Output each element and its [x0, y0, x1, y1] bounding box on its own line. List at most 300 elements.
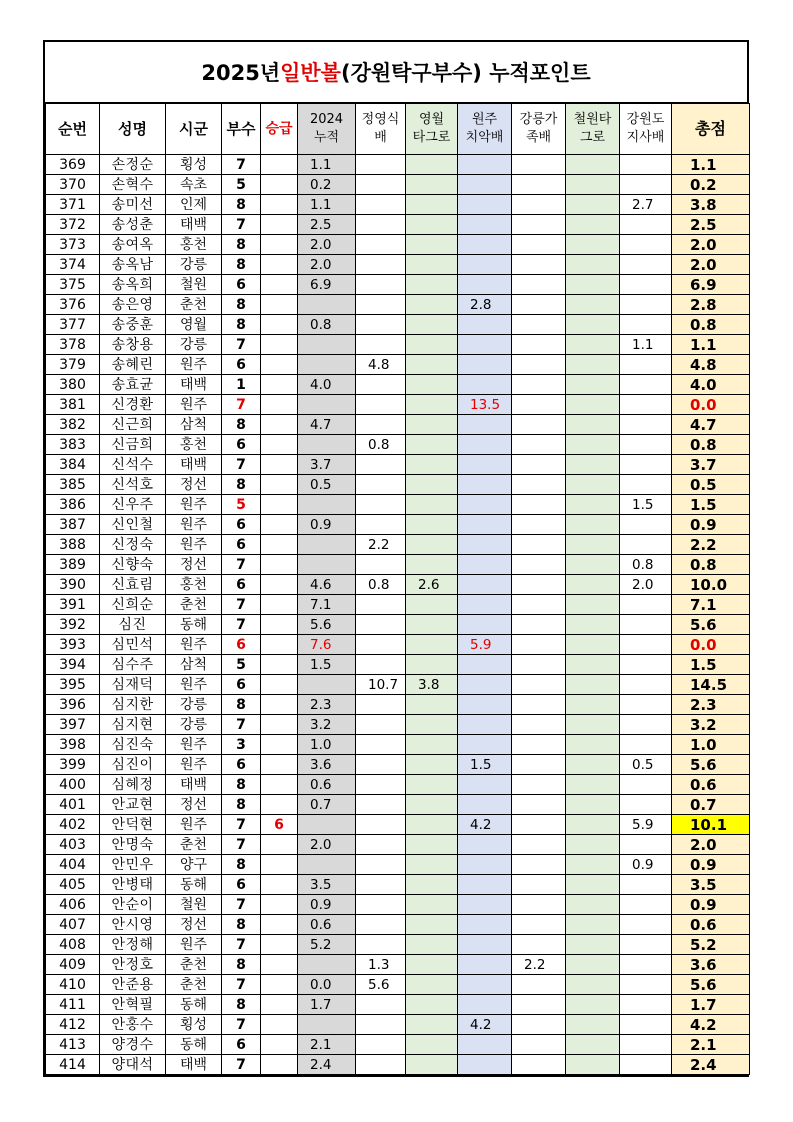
cell-no: 386: [46, 495, 100, 515]
table-row: [46, 415, 750, 435]
cell-y2024: 2.0: [298, 835, 356, 855]
cell-no: 374: [46, 255, 100, 275]
cell-promo: [261, 675, 298, 695]
cell-grade: 8: [222, 955, 261, 975]
cell-city: 홍천: [166, 435, 222, 455]
table-row: [46, 575, 750, 595]
cell-yw: [406, 215, 458, 235]
cell-total: 2.0: [672, 255, 750, 275]
cell-y2024: 1.1: [298, 195, 356, 215]
cell-grade: 6: [222, 755, 261, 775]
cell-no: 388: [46, 535, 100, 555]
cell-promo: [261, 315, 298, 335]
cell-no: 409: [46, 955, 100, 975]
table-row: [46, 375, 750, 395]
cell-city: 원주: [166, 535, 222, 555]
cell-no: 377: [46, 315, 100, 335]
cell-cw: [566, 635, 620, 655]
cell-yw: 2.6: [406, 575, 458, 595]
cell-y2024: 2.3: [298, 695, 356, 715]
cell-wj: [458, 655, 512, 675]
cell-cw: [566, 755, 620, 775]
cell-grade: 8: [222, 315, 261, 335]
cell-total: 2.3: [672, 695, 750, 715]
cell-grade: 8: [222, 475, 261, 495]
table-row: [46, 315, 750, 335]
cell-cw: [566, 655, 620, 675]
header-total: 총점: [672, 104, 750, 155]
cell-city: 삼척: [166, 655, 222, 675]
cell-name: 심진숙: [100, 735, 166, 755]
cell-yw: [406, 415, 458, 435]
cell-promo: [261, 1035, 298, 1055]
cell-gn: [512, 195, 566, 215]
cell-yw: [406, 355, 458, 375]
cell-jy: [356, 935, 406, 955]
cell-y2024: 0.6: [298, 915, 356, 935]
cell-no: 375: [46, 275, 100, 295]
cell-y2024: 3.5: [298, 875, 356, 895]
cell-wj: [458, 255, 512, 275]
table-row: [46, 515, 750, 535]
cell-cw: [566, 1035, 620, 1055]
cell-gn: [512, 695, 566, 715]
header-cw: 철원타 그로: [566, 104, 620, 155]
cell-grade: 7: [222, 835, 261, 855]
cell-gw: [620, 435, 672, 455]
cell-total: 10.0: [672, 575, 750, 595]
cell-wj: [458, 415, 512, 435]
cell-wj: [458, 715, 512, 735]
cell-yw: [406, 1055, 458, 1075]
cell-promo: [261, 715, 298, 735]
cell-no: 405: [46, 875, 100, 895]
cell-jy: 4.8: [356, 355, 406, 375]
cell-yw: [406, 615, 458, 635]
cell-city: 홍천: [166, 235, 222, 255]
cell-cw: [566, 1015, 620, 1035]
cell-promo: [261, 215, 298, 235]
table-row: [46, 355, 750, 375]
cell-gn: [512, 395, 566, 415]
cell-city: 원주: [166, 675, 222, 695]
cell-grade: 8: [222, 415, 261, 435]
cell-y2024: 4.7: [298, 415, 356, 435]
page-title: [45, 42, 747, 103]
cell-no: 408: [46, 935, 100, 955]
cell-wj: [458, 555, 512, 575]
cell-city: 동해: [166, 615, 222, 635]
cell-jy: 0.8: [356, 435, 406, 455]
cell-no: 383: [46, 435, 100, 455]
cell-cw: [566, 855, 620, 875]
cell-cw: [566, 735, 620, 755]
cell-grade: 7: [222, 1055, 261, 1075]
cell-y2024: 1.1: [298, 155, 356, 175]
cell-jy: 10.7: [356, 675, 406, 695]
cell-jy: 2.2: [356, 535, 406, 555]
table-row: [46, 755, 750, 775]
cell-gn: [512, 555, 566, 575]
cell-grade: 5: [222, 495, 261, 515]
cell-jy: [356, 835, 406, 855]
cell-gn: [512, 355, 566, 375]
cell-grade: 8: [222, 255, 261, 275]
cell-gn: [512, 1055, 566, 1075]
cell-gw: [620, 455, 672, 475]
cell-name: 심진이: [100, 755, 166, 775]
cell-y2024: [298, 955, 356, 975]
cell-cw: [566, 455, 620, 475]
cell-gw: [620, 775, 672, 795]
cell-name: 신근희: [100, 415, 166, 435]
cell-total: 7.1: [672, 595, 750, 615]
cell-city: 태백: [166, 455, 222, 475]
cell-cw: [566, 815, 620, 835]
cell-yw: [406, 755, 458, 775]
cell-grade: 8: [222, 775, 261, 795]
cell-gn: [512, 855, 566, 875]
cell-gn: [512, 595, 566, 615]
cell-name: 송여옥: [100, 235, 166, 255]
cell-gn: [512, 375, 566, 395]
cell-name: 송옥희: [100, 275, 166, 295]
cell-promo: [261, 355, 298, 375]
cell-gw: [620, 215, 672, 235]
cell-no: 400: [46, 775, 100, 795]
cell-name: 송중훈: [100, 315, 166, 335]
cell-jy: [356, 1015, 406, 1035]
cell-city: 원주: [166, 515, 222, 535]
table-row: [46, 895, 750, 915]
cell-no: 394: [46, 655, 100, 675]
table-row: [46, 595, 750, 615]
cell-y2024: 5.2: [298, 935, 356, 955]
cell-name: 안혁필: [100, 995, 166, 1015]
cell-grade: 7: [222, 215, 261, 235]
cell-wj: [458, 535, 512, 555]
cell-gn: [512, 495, 566, 515]
cell-gn: [512, 995, 566, 1015]
cell-city: 횡성: [166, 155, 222, 175]
cell-gw: [620, 955, 672, 975]
cell-gn: [512, 295, 566, 315]
cell-city: 춘천: [166, 955, 222, 975]
cell-yw: [406, 175, 458, 195]
cell-grade: 8: [222, 795, 261, 815]
table-row: [46, 955, 750, 975]
cell-name: 송은영: [100, 295, 166, 315]
cell-yw: [406, 715, 458, 735]
cell-yw: [406, 595, 458, 615]
table-row: [46, 995, 750, 1015]
cell-total: 0.2: [672, 175, 750, 195]
cell-jy: [356, 155, 406, 175]
cell-wj: [458, 615, 512, 635]
cell-gw: 5.9: [620, 815, 672, 835]
cell-jy: [356, 915, 406, 935]
header-jy: 정영식 배: [356, 104, 406, 155]
table-row: [46, 195, 750, 215]
cell-wj: [458, 155, 512, 175]
cell-grade: 8: [222, 995, 261, 1015]
cell-yw: [406, 815, 458, 835]
cell-yw: [406, 315, 458, 335]
cell-grade: 6: [222, 275, 261, 295]
header-yw: 영월 타그로: [406, 104, 458, 155]
cell-grade: 8: [222, 235, 261, 255]
cell-grade: 8: [222, 855, 261, 875]
title-prefix: 2025년: [201, 61, 281, 85]
cell-y2024: 2.0: [298, 235, 356, 255]
cell-yw: [406, 1015, 458, 1035]
cell-grade: 7: [222, 455, 261, 475]
cell-y2024: [298, 355, 356, 375]
cell-gn: [512, 255, 566, 275]
cell-wj: [458, 355, 512, 375]
cell-gn: [512, 975, 566, 995]
table-row: [46, 535, 750, 555]
cell-city: 원주: [166, 495, 222, 515]
cell-cw: [566, 255, 620, 275]
cell-cw: [566, 615, 620, 635]
cell-jy: [356, 255, 406, 275]
table-row: [46, 695, 750, 715]
cell-name: 손정순: [100, 155, 166, 175]
cell-gw: 2.7: [620, 195, 672, 215]
cell-wj: [458, 695, 512, 715]
cell-city: 철원: [166, 895, 222, 915]
cell-gn: [512, 475, 566, 495]
cell-total: 4.0: [672, 375, 750, 395]
cell-wj: [458, 735, 512, 755]
cell-wj: [458, 215, 512, 235]
cell-yw: [406, 655, 458, 675]
cell-grade: 7: [222, 615, 261, 635]
cell-gn: [512, 455, 566, 475]
cell-name: 송미선: [100, 195, 166, 215]
cell-city: 정선: [166, 555, 222, 575]
cell-promo: [261, 735, 298, 755]
cell-city: 삼척: [166, 415, 222, 435]
cell-yw: [406, 875, 458, 895]
cell-city: 동해: [166, 875, 222, 895]
cell-no: 398: [46, 735, 100, 755]
cell-grade: 1: [222, 375, 261, 395]
cell-y2024: 7.6: [298, 635, 356, 655]
header-name: 성명: [100, 104, 166, 155]
cell-no: 385: [46, 475, 100, 495]
cell-name: 송혜린: [100, 355, 166, 375]
cell-promo: [261, 155, 298, 175]
cell-city: 영월: [166, 315, 222, 335]
cell-gw: [620, 355, 672, 375]
cell-yw: [406, 515, 458, 535]
cell-jy: [356, 795, 406, 815]
cell-name: 심혜정: [100, 775, 166, 795]
cell-name: 안교현: [100, 795, 166, 815]
cell-gn: [512, 875, 566, 895]
table-row: [46, 275, 750, 295]
cell-jy: [356, 415, 406, 435]
cell-grade: 8: [222, 195, 261, 215]
cell-promo: [261, 435, 298, 455]
cell-cw: [566, 835, 620, 855]
cell-jy: [356, 755, 406, 775]
cell-gn: [512, 915, 566, 935]
cell-jy: [356, 495, 406, 515]
cell-name: 안준용: [100, 975, 166, 995]
cell-wj: [458, 315, 512, 335]
cell-total: 6.9: [672, 275, 750, 295]
cell-jy: [356, 715, 406, 735]
cell-total: 2.4: [672, 1055, 750, 1075]
cell-gn: [512, 215, 566, 235]
cell-grade: 6: [222, 435, 261, 455]
cell-yw: [406, 835, 458, 855]
cell-yw: [406, 695, 458, 715]
cell-jy: [356, 215, 406, 235]
table-row: [46, 835, 750, 855]
cell-jy: [356, 1055, 406, 1075]
cell-y2024: [298, 435, 356, 455]
cell-name: 안정호: [100, 955, 166, 975]
cell-gn: [512, 655, 566, 675]
cell-total: 1.5: [672, 495, 750, 515]
cell-total: 1.5: [672, 655, 750, 675]
cell-city: 철원: [166, 275, 222, 295]
cell-promo: [261, 995, 298, 1015]
cell-jy: [356, 615, 406, 635]
cell-jy: [356, 175, 406, 195]
cell-total: 1.0: [672, 735, 750, 755]
cell-no: 379: [46, 355, 100, 375]
cell-jy: [356, 275, 406, 295]
cell-gw: 1.1: [620, 335, 672, 355]
cell-jy: 1.3: [356, 955, 406, 975]
cell-city: 원주: [166, 355, 222, 375]
cell-city: 원주: [166, 935, 222, 955]
cell-gw: 2.0: [620, 575, 672, 595]
cell-grade: 6: [222, 675, 261, 695]
cell-total: 2.0: [672, 835, 750, 855]
cell-name: 안순이: [100, 895, 166, 915]
cell-wj: [458, 955, 512, 975]
cell-city: 동해: [166, 995, 222, 1015]
cell-no: 401: [46, 795, 100, 815]
cell-gw: [620, 515, 672, 535]
header-promo: 승급: [261, 104, 298, 155]
cell-gw: [620, 655, 672, 675]
cell-grade: 3: [222, 735, 261, 755]
cell-yw: [406, 475, 458, 495]
cell-name: 심지현: [100, 715, 166, 735]
cell-total: 1.1: [672, 335, 750, 355]
cell-y2024: 0.5: [298, 475, 356, 495]
cell-name: 신희순: [100, 595, 166, 615]
cell-total: 2.1: [672, 1035, 750, 1055]
cell-gn: [512, 795, 566, 815]
cell-jy: [356, 775, 406, 795]
table-row: [46, 655, 750, 675]
cell-total: 1.1: [672, 155, 750, 175]
cell-city: 원주: [166, 395, 222, 415]
cell-wj: [458, 455, 512, 475]
cell-gw: [620, 475, 672, 495]
cell-wj: 1.5: [458, 755, 512, 775]
cell-wj: [458, 495, 512, 515]
cell-total: 3.6: [672, 955, 750, 975]
cell-gn: [512, 735, 566, 755]
cell-gn: [512, 435, 566, 455]
cell-cw: [566, 195, 620, 215]
cell-promo: [261, 875, 298, 895]
cell-gw: [620, 395, 672, 415]
cell-y2024: 2.0: [298, 255, 356, 275]
cell-name: 신인철: [100, 515, 166, 535]
cell-wj: [458, 515, 512, 535]
cell-jy: 0.8: [356, 575, 406, 595]
cell-y2024: 3.6: [298, 755, 356, 775]
cell-total: 0.9: [672, 855, 750, 875]
table-row: [46, 215, 750, 235]
cell-promo: [261, 455, 298, 475]
cell-name: 신우주: [100, 495, 166, 515]
cell-y2024: [298, 495, 356, 515]
table-row: [46, 435, 750, 455]
cell-no: 381: [46, 395, 100, 415]
cell-y2024: [298, 675, 356, 695]
cell-total: 0.9: [672, 895, 750, 915]
cell-total: 5.6: [672, 755, 750, 775]
cell-wj: [458, 1055, 512, 1075]
cell-y2024: 0.2: [298, 175, 356, 195]
cell-wj: [458, 175, 512, 195]
cell-gw: [620, 255, 672, 275]
cell-name: 심민석: [100, 635, 166, 655]
cell-cw: [566, 155, 620, 175]
cell-gw: 0.8: [620, 555, 672, 575]
cell-cw: [566, 935, 620, 955]
cell-jy: [356, 375, 406, 395]
cell-promo: [261, 335, 298, 355]
cell-gw: [620, 275, 672, 295]
cell-yw: [406, 435, 458, 455]
header-gn: 강릉가 족배: [512, 104, 566, 155]
cell-gn: [512, 635, 566, 655]
cell-name: 손혁수: [100, 175, 166, 195]
cell-y2024: 2.4: [298, 1055, 356, 1075]
cell-total: 0.5: [672, 475, 750, 495]
cell-promo: [261, 615, 298, 635]
cell-grade: 7: [222, 1015, 261, 1035]
cell-promo: [261, 415, 298, 435]
cell-no: 406: [46, 895, 100, 915]
cell-yw: [406, 975, 458, 995]
table-row: [46, 555, 750, 575]
cell-promo: [261, 935, 298, 955]
cell-grade: 6: [222, 515, 261, 535]
cell-no: 389: [46, 555, 100, 575]
table-row: [46, 615, 750, 635]
cell-gw: [620, 175, 672, 195]
cell-name: 신정숙: [100, 535, 166, 555]
cell-yw: [406, 775, 458, 795]
cell-jy: [356, 635, 406, 655]
cell-gw: [620, 295, 672, 315]
cell-gw: [620, 835, 672, 855]
cell-name: 심수주: [100, 655, 166, 675]
